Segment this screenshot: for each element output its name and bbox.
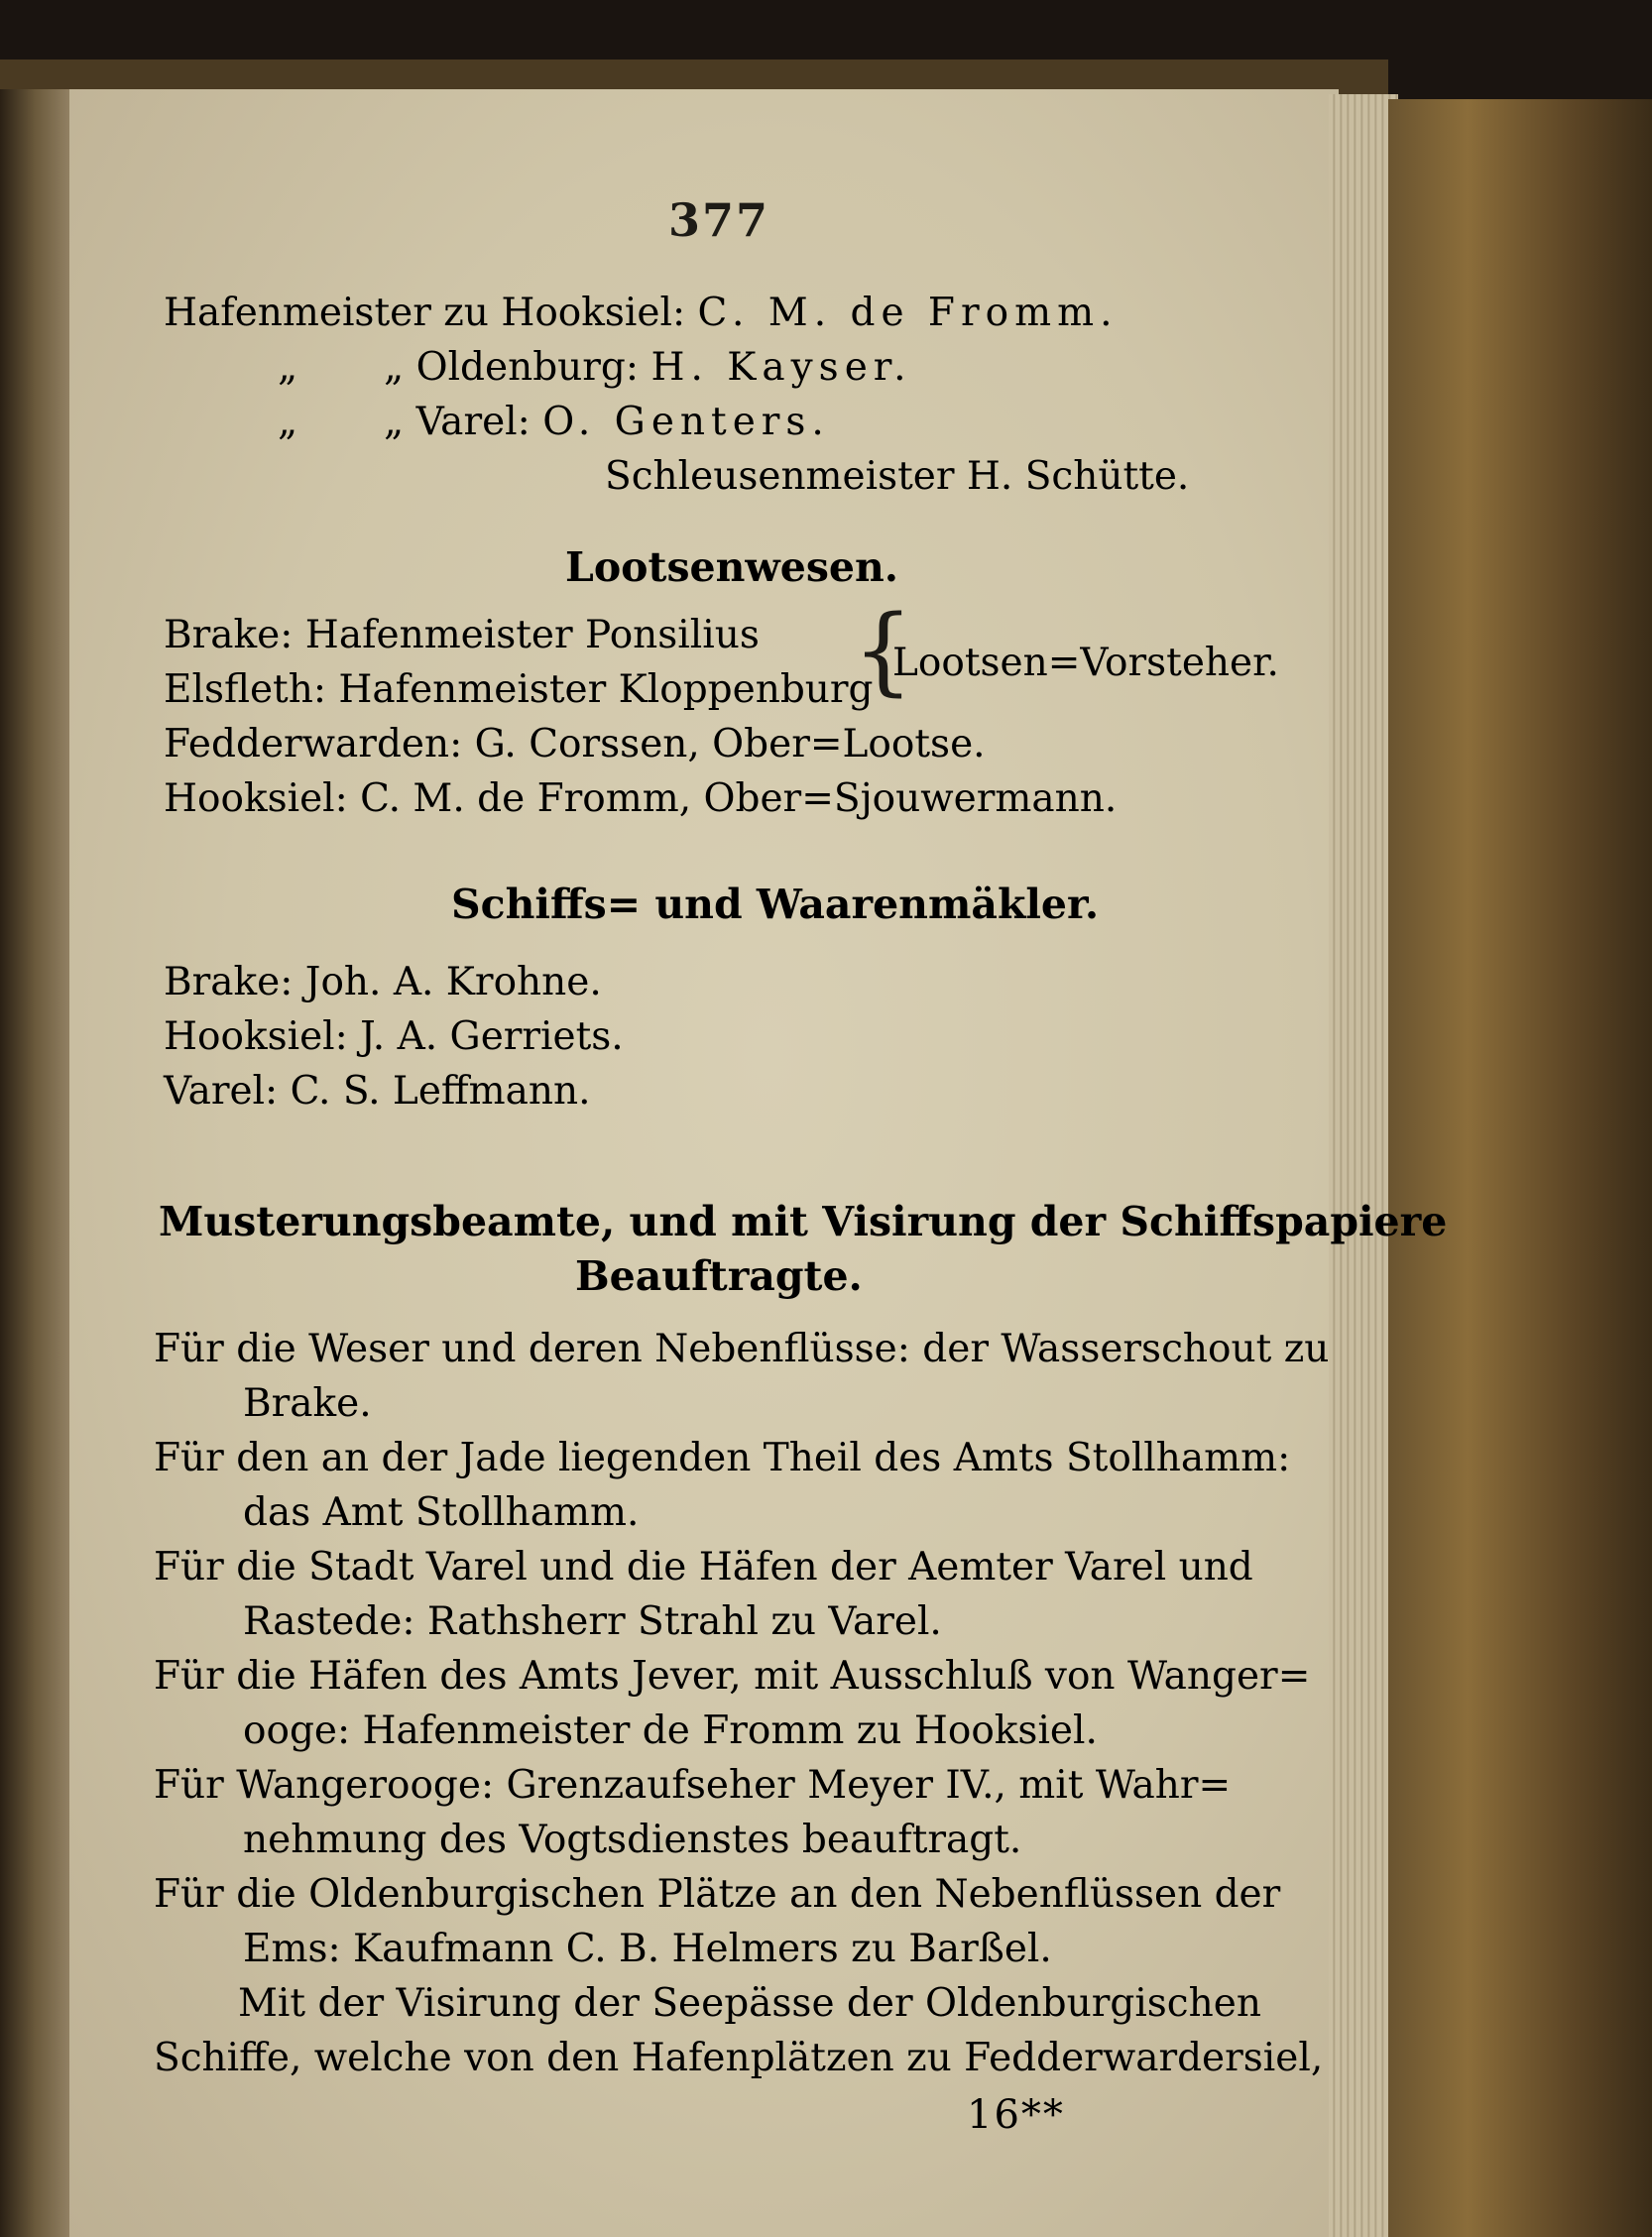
harbour-master-row-2 [278,342,912,394]
ditto-mark: „ [278,400,298,444]
official-line-14: Schiffe, welche von den Hafenplätzen zu Fedderwardersiel, [154,2036,1324,2080]
section-title-officials-1: Musterungsbeamte, und mit Visirung der Schiffspapiere [159,1198,1448,1245]
broker-line-1: Brake: Joh. A. Krohne. [164,960,602,1004]
official-line-5: Für die Stadt Varel und die Häfen der Aemter Varel und [154,1545,1253,1589]
section-title-brokers: Schiffs= und Waarenmäkler. [451,881,1100,928]
harbour-master-row-1 [164,288,1118,339]
harbour-master-place: Hooksiel: [501,291,686,335]
official-line-2: Brake. [243,1381,372,1426]
harbour-master-place: „ Oldenburg: [384,345,640,390]
pilot-line-3: Fedderwarden: G. Corssen, Ober=Lootse. [164,722,986,766]
section-title-pilots: Lootsenwesen. [565,543,899,591]
official-line-4: das Amt Stollhamm. [243,1490,640,1535]
broker-line-3: Varel: C. S. Leffmann. [164,1069,591,1114]
broker-line-2: Hooksiel: J. A. Gerriets. [164,1014,624,1059]
harbour-master-name: O. Genters. [542,400,830,444]
official-line-8: ooge: Hafenmeister de Fromm zu Hooksiel. [243,1708,1098,1753]
official-line-6: Rastede: Rathsherr Strahl zu Varel. [243,1599,942,1644]
official-line-13: Mit der Visirung der Seepässe der Oldenburgischen [238,1981,1261,2026]
official-line-12: Ems: Kaufmann C. B. Helmers zu Barßel. [243,1927,1052,1971]
harbour-master-place: „ Varel: [384,400,531,444]
official-line-9: Für Wangerooge: Grenzaufseher Meyer IV., mit Wahr= [154,1763,1232,1808]
book-cover-edge [1388,99,1652,2237]
official-line-3: Für den an der Jade liegenden Theil des Amts Stollhamm: [154,1436,1291,1480]
pilot-line-4: Hooksiel: C. M. de Fromm, Ober=Sjouwermann. [164,776,1118,821]
pilot-brace-label: Lootsen=Vorsteher. [892,641,1279,685]
harbour-master-name: H. Kayser. [650,345,912,390]
harbour-master-name: C. M. de Fromm. [697,291,1119,335]
page-number: 377 [667,193,770,247]
official-line-7: Für die Häfen des Amts Jever, mit Ausschluß von Wanger= [154,1654,1311,1699]
brace-symbol: { [853,595,914,706]
official-line-10: nehmung des Vogtsdienstes beauftragt. [243,1818,1022,1862]
signature-mark: 16** [967,2092,1065,2138]
official-line-1: Für die Weser und deren Nebenflüsse: der Wasserschout zu [154,1327,1330,1371]
section-title-officials-2: Beauftragte. [575,1252,863,1300]
official-line-11: Für die Oldenburgischen Plätze an den Nebenflüssen der [154,1872,1281,1917]
harbour-master-title: Hafenmeister zu [164,291,489,335]
lock-master: Schleusenmeister H. Schütte. [605,454,1190,499]
pilot-line-1: Brake: Hafenmeister Ponsilius [164,613,760,657]
ditto-mark: „ [278,345,298,390]
pilot-line-2: Elsfleth: Hafenmeister Kloppenburg [164,667,874,712]
harbour-master-row-3 [278,397,830,448]
